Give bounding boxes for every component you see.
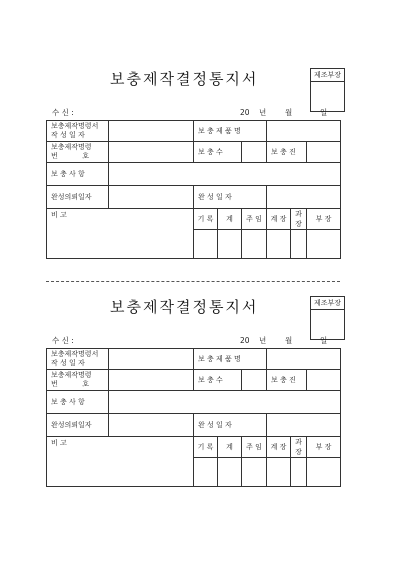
date-line — [240, 335, 327, 346]
approval-header-record: 기 록 — [194, 209, 218, 230]
remarks-cell[interactable] — [47, 437, 194, 487]
remarks-label: 비 고 — [51, 211, 67, 219]
date-year-unit: 년 — [259, 108, 267, 117]
date-month-unit: 월 — [285, 108, 293, 117]
matters-label: 보 충 사 항 — [47, 163, 109, 186]
approval-header-clerk: 계 — [218, 437, 242, 458]
notice-table — [46, 348, 341, 487]
completion-report-label: 완성의뢰일자 — [47, 186, 109, 209]
approval-header-manager: 과 장 — [291, 437, 307, 458]
approval-sign-section-chief[interactable] — [267, 458, 291, 487]
written-date-value[interactable] — [109, 349, 194, 370]
stamp-label: 제조부장 — [311, 69, 344, 82]
date-year-unit: 년 — [259, 336, 267, 345]
date-line — [240, 107, 327, 118]
quantity-label: 보 충 수 — [194, 142, 242, 163]
date-day-unit: 일 — [320, 336, 328, 345]
completion-date-label: 완 성 일 자 — [194, 186, 267, 209]
date-year-prefix: 20 — [240, 336, 250, 345]
order-no-label: 보충제작명령 번 호 — [47, 370, 109, 391]
remarks-label: 비 고 — [51, 439, 67, 447]
date-day-unit: 일 — [320, 108, 328, 117]
completion-date-value[interactable] — [267, 414, 341, 437]
period-label: 보 충 진 — [267, 142, 307, 163]
recipient-label: 수 신 : — [52, 108, 74, 117]
completion-report-label: 완성의뢰일자 — [47, 414, 109, 437]
approval-sign-clerk[interactable] — [218, 458, 242, 487]
product-name-label: 보 충 제 품 명 — [194, 121, 267, 142]
approval-sign-chief[interactable] — [242, 458, 267, 487]
approval-header-clerk: 계 — [218, 209, 242, 230]
approval-header-chief: 주 임 — [242, 209, 267, 230]
completion-report-value[interactable] — [109, 414, 194, 437]
stamp-label: 제조부장 — [311, 297, 344, 310]
notice-form — [0, 228, 400, 498]
approval-sign-record[interactable] — [194, 458, 218, 487]
product-name-label: 보 충 제 품 명 — [194, 349, 267, 370]
approval-header-manager: 과 장 — [291, 209, 307, 230]
quantity-value[interactable] — [242, 142, 267, 163]
order-no-label: 보충제작명령 번 호 — [47, 142, 109, 163]
approval-sign-director[interactable] — [307, 458, 341, 487]
approval-header-section-chief: 계 장 — [267, 437, 291, 458]
approval-header-section-chief: 계 장 — [267, 209, 291, 230]
matters-label: 보 충 사 항 — [47, 391, 109, 414]
order-no-value[interactable] — [109, 370, 194, 391]
stamp-box — [310, 68, 345, 112]
completion-date-value[interactable] — [267, 186, 341, 209]
period-value[interactable] — [307, 370, 341, 391]
approval-header-chief: 주 임 — [242, 437, 267, 458]
date-month-unit: 월 — [285, 336, 293, 345]
written-date-value[interactable] — [109, 121, 194, 142]
period-label: 보 충 진 — [267, 370, 307, 391]
matters-value[interactable] — [109, 163, 341, 186]
product-name-value[interactable] — [267, 121, 341, 142]
approval-header-director: 부 장 — [307, 209, 341, 230]
form-title: 보충제작결정통지서 — [110, 298, 259, 316]
recipient-label: 수 신 : — [52, 336, 74, 345]
approval-header-record: 기 록 — [194, 437, 218, 458]
matters-value[interactable] — [109, 391, 341, 414]
quantity-value[interactable] — [242, 370, 267, 391]
cut-line — [46, 281, 340, 282]
stamp-box — [310, 296, 345, 340]
completion-date-label: 완 성 일 자 — [194, 414, 267, 437]
approval-header-director: 부 장 — [307, 437, 341, 458]
written-date-label: 보충제작명령서 작 성 일 자 — [47, 121, 109, 142]
form-title: 보충제작결정통지서 — [110, 70, 259, 88]
written-date-label: 보충제작명령서 작 성 일 자 — [47, 349, 109, 370]
order-no-value[interactable] — [109, 142, 194, 163]
quantity-label: 보 충 수 — [194, 370, 242, 391]
period-value[interactable] — [307, 142, 341, 163]
date-year-prefix: 20 — [240, 108, 250, 117]
completion-report-value[interactable] — [109, 186, 194, 209]
product-name-value[interactable] — [267, 349, 341, 370]
approval-sign-manager[interactable] — [291, 458, 307, 487]
